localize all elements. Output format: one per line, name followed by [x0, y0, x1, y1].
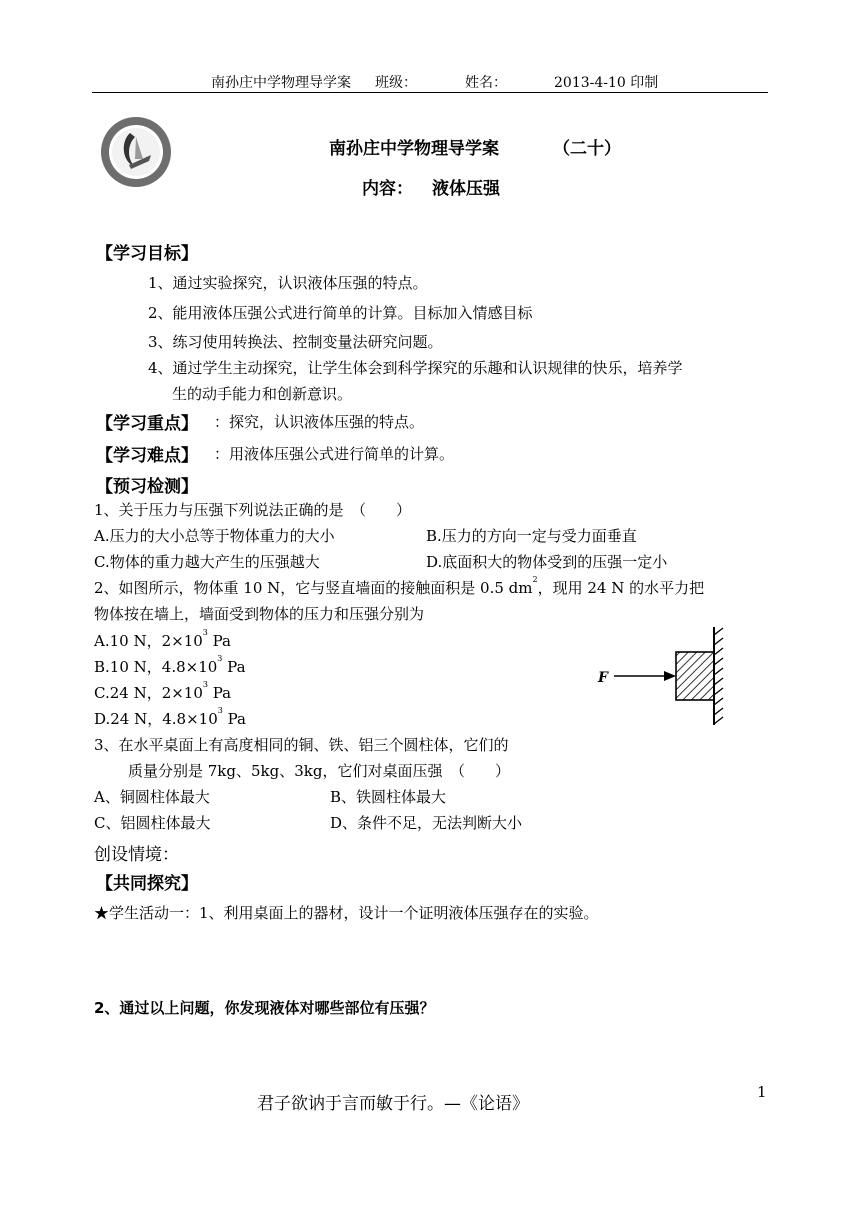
q2-option-a: A.10 N，$2\times 10^3$ Pa	[94, 628, 232, 650]
q2-option-c: C.24 N，$2\times 10^3$ Pa	[94, 680, 232, 702]
key-point-text: ：探究，认识液体压强的特点。	[214, 413, 425, 431]
q1-option-d: D.底面积大的物体受到的压强一定小	[426, 553, 668, 571]
q3-option-d: D、条件不足，无法判断大小	[330, 814, 523, 832]
page-title: 南孙庄中学物理导学案	[329, 139, 499, 159]
q3-stem-line1: 3、在水平桌面上有高度相同的铜、铁、铝三个圆柱体，它们的	[94, 736, 509, 754]
difficult-point-heading: 【学习难点】	[96, 446, 198, 466]
goals-heading: 【学习目标】	[96, 244, 198, 264]
q1-option-c: C.物体的重力越大产生的压强越大	[94, 553, 320, 571]
q1-stem: 1、关于压力与压强下列说法正确的是 （ ）	[94, 501, 412, 519]
scenario-label: 创设情境：	[94, 845, 179, 865]
header-doc-title: 南孙庄中学物理导学案	[211, 75, 351, 91]
difficult-point-text: ：用液体压强公式进行简单的计算。	[214, 445, 455, 463]
goal-item: 2、能用液体压强公式进行简单的计算。目标加入情感目标	[148, 304, 533, 322]
force-label: F	[598, 670, 608, 686]
q2-stem-line1: 2、如图所示，物体重 10 N，它与竖直墙面的接触面积是 0.5 $dm^2$，现用 24 N 的水平力把	[94, 575, 705, 597]
key-point-heading: 【学习重点】	[96, 414, 198, 434]
q3-option-b: B、铁圆柱体最大	[330, 788, 447, 806]
content-value: 液体压强	[432, 179, 500, 199]
q2-stem-line2: 物体按在墙上，墙面受到物体的压力和压强分别为	[94, 605, 425, 623]
question-2: 2、通过以上问题，你发现液体对哪些部位有压强？	[94, 999, 435, 1017]
q2-option-b: B.10 N，$4.8\times 10^3$ Pa	[94, 654, 246, 676]
force-wall-figure	[596, 625, 746, 727]
page-number: 1	[757, 1083, 767, 1101]
footer-quote: 君子欲讷于言而敏于行。—《论语》	[257, 1094, 529, 1114]
q3-option-c: C、铝圆柱体最大	[94, 814, 211, 832]
header-class-label: 班级：	[375, 75, 417, 91]
school-logo-icon	[99, 115, 173, 189]
q2-option-d: D.24 N，$4.8\times 10^3$ Pa	[94, 706, 246, 728]
q1-option-a: A.压力的大小总等于物体重力的大小	[94, 527, 335, 545]
q3-stem-line2: 质量分别是 7kg、5kg、3kg，它们对桌面压强 （ ）	[128, 762, 510, 780]
preview-heading: 【预习检测】	[96, 477, 198, 497]
goal-item: 4、通过学生主动探究，让学生体会到科学探究的乐趣和认识规律的快乐，培养学	[148, 359, 683, 377]
content-label: 内容：	[362, 179, 413, 199]
header-rule	[92, 92, 768, 93]
header-name-label: 姓名：	[465, 75, 507, 91]
activity-1: ★学生活动一：1、利用桌面上的器材，设计一个证明液体压强存在的实验。	[94, 904, 599, 922]
goal-item-continued: 生的动手能力和创新意识。	[172, 385, 353, 403]
explore-heading: 【共同探究】	[96, 874, 198, 894]
block	[676, 652, 714, 700]
goal-item: 3、练习使用转换法、控制变量法研究问题。	[148, 333, 443, 351]
goal-item: 1、通过实验探究，认识液体压强的特点。	[148, 274, 428, 292]
wall-hatch	[714, 628, 723, 724]
page-title-number: （二十）	[553, 139, 621, 159]
force-arrow-head	[664, 671, 676, 681]
header-print-date: 2013-4-10 印制	[554, 75, 659, 91]
q1-option-b: B.压力的方向一定与受力面垂直	[426, 527, 637, 545]
q3-option-a: A、铜圆柱体最大	[94, 788, 210, 806]
